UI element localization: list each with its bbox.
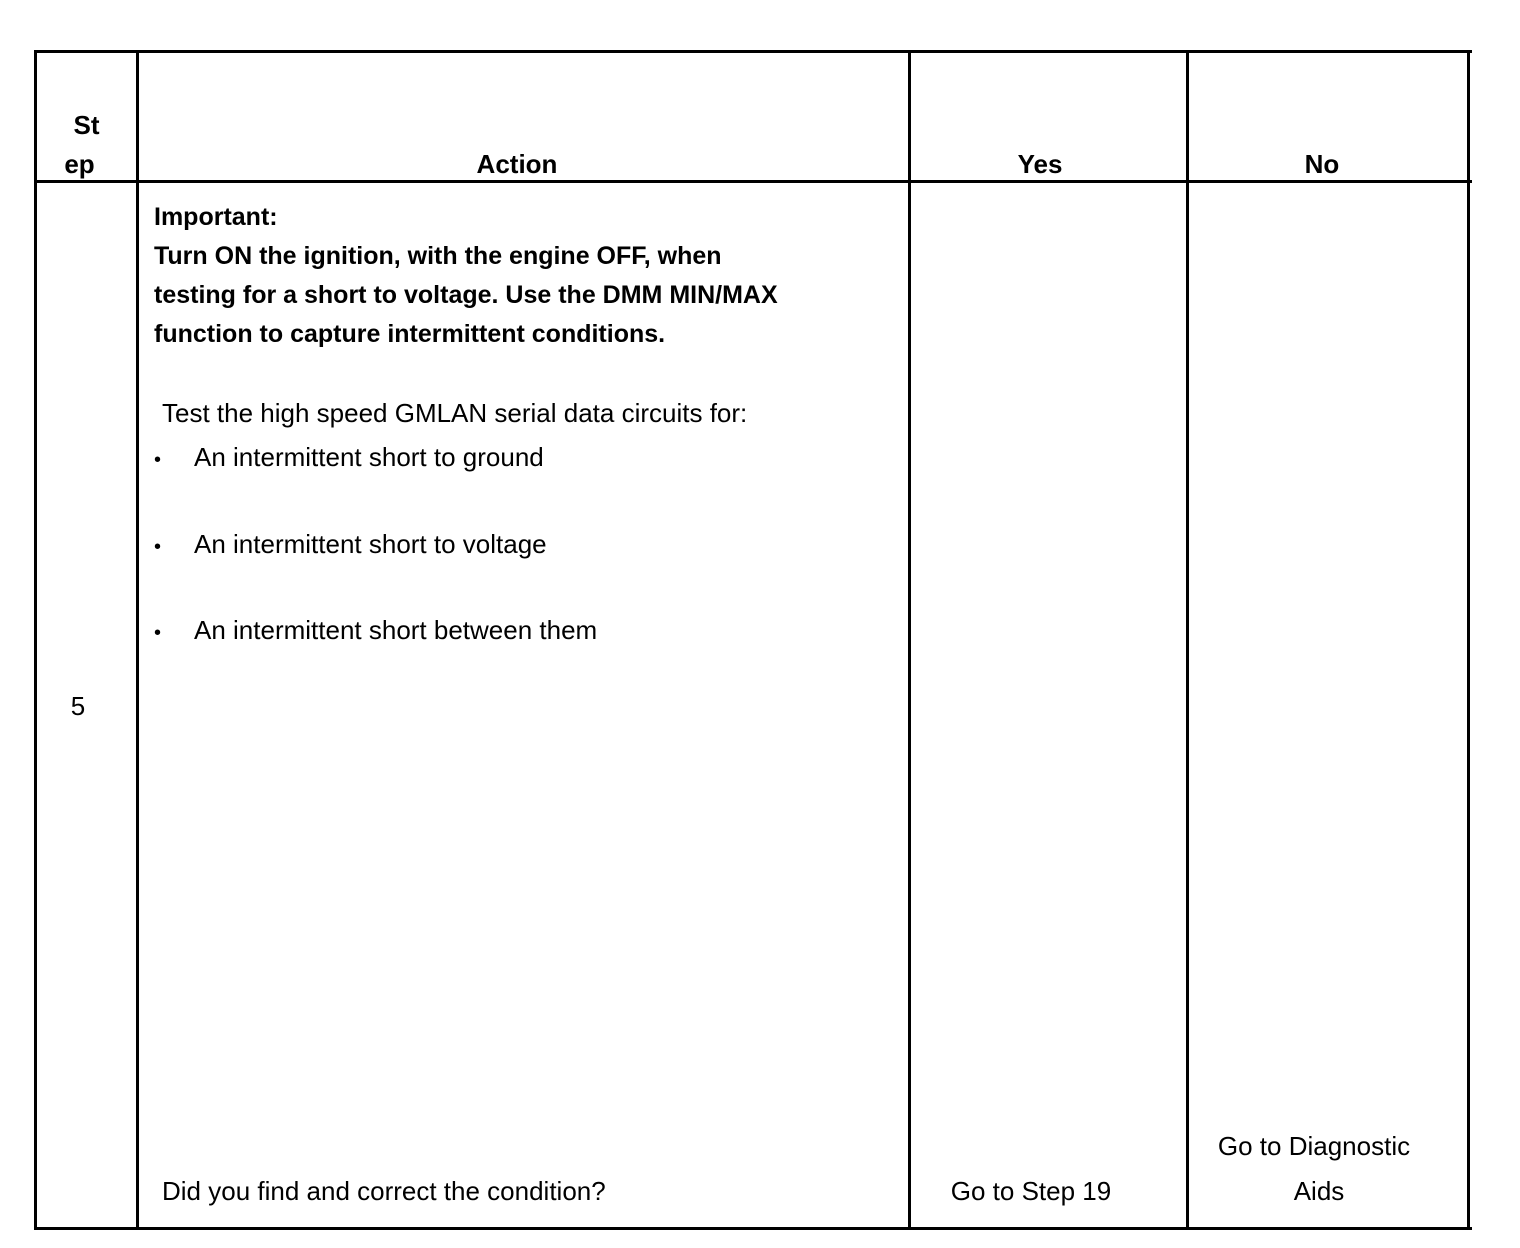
bullet-icon: • <box>154 449 162 471</box>
list-item-text: An intermittent short to voltage <box>194 528 547 559</box>
no-outcome-line2: Aids <box>1293 1176 1345 1206</box>
important-note <box>154 198 778 354</box>
header-no: No <box>1304 149 1340 179</box>
list-item-text: An intermittent short between them <box>194 615 598 645</box>
header-action: Action <box>476 149 558 179</box>
question-text: Did you find and correct the condition? <box>162 1176 606 1206</box>
table-right-border <box>1467 50 1470 1230</box>
header-step-line2: ep <box>64 149 95 179</box>
important-line-1: Turn ON the ignition, with the engine OFF, when <box>154 242 722 270</box>
step-column-divider <box>136 50 139 1230</box>
header-yes: Yes <box>1017 149 1063 179</box>
header-step-line1: St <box>73 110 100 140</box>
important-line-3: function to capture intermittent conditions. <box>154 320 666 348</box>
list-item-text: An intermittent short to ground <box>194 442 544 472</box>
bullet-icon: • <box>154 535 162 558</box>
header-bottom-border <box>34 180 1472 183</box>
table-left-border <box>34 50 37 1230</box>
important-line-2: testing for a short to voltage. Use the DMM MIN/MAX <box>154 281 778 309</box>
important-label: Important: <box>154 203 278 231</box>
step-number: 5 <box>70 691 86 721</box>
yes-column-divider <box>1186 50 1189 1230</box>
test-intro: Test the high speed GMLAN serial data circuits for: <box>162 398 748 428</box>
table-bottom-border <box>34 1227 1472 1230</box>
bullet-icon: • <box>154 622 162 644</box>
yes-outcome: Go to Step 19 <box>950 1176 1112 1206</box>
action-column-divider <box>908 50 911 1230</box>
table-top-border <box>34 50 1472 53</box>
no-outcome-line1: Go to Diagnostic <box>1217 1131 1411 1161</box>
